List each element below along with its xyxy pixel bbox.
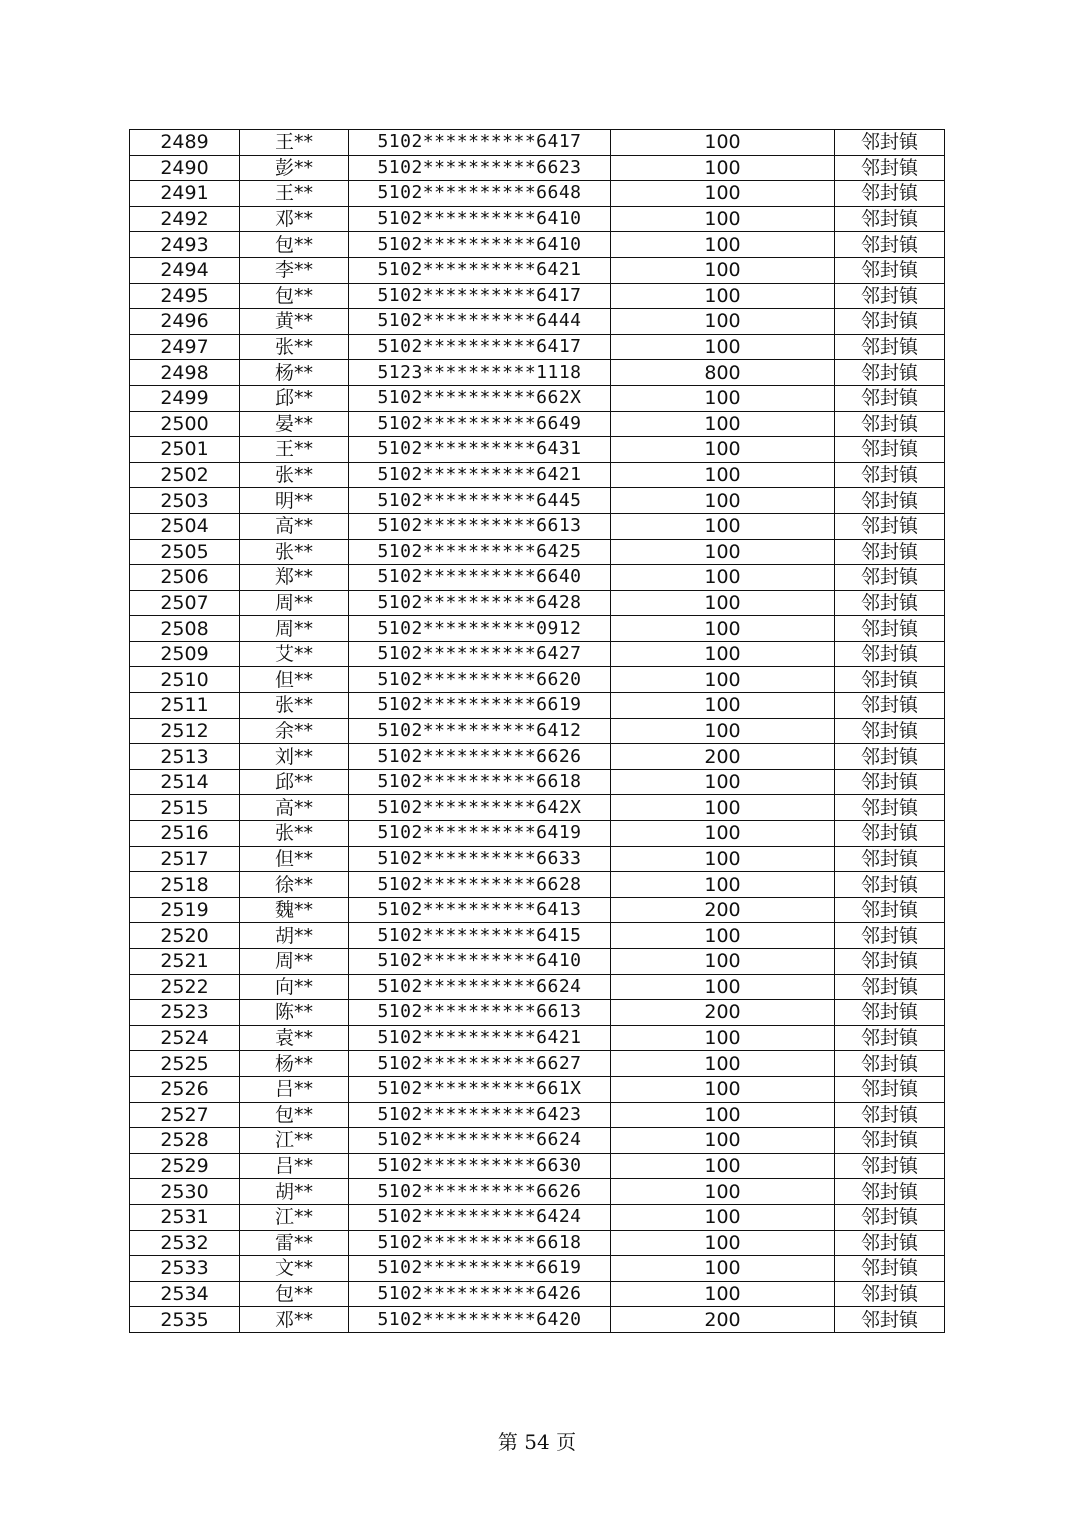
row-number-cell: 2500: [130, 411, 240, 437]
id-number-cell: 5102**********6626: [349, 744, 611, 770]
amount-cell: 100: [611, 1281, 835, 1307]
table-row: [130, 334, 945, 360]
amount-cell: 100: [611, 923, 835, 949]
amount-cell: 100: [611, 846, 835, 872]
row-number-cell: 2522: [130, 974, 240, 1000]
name-cell: 陈**: [240, 1000, 349, 1026]
row-number-cell: 2534: [130, 1281, 240, 1307]
table-row: [130, 1025, 945, 1051]
row-number-cell: 2491: [130, 181, 240, 207]
name-cell: 王**: [240, 437, 349, 463]
name-cell: 晏**: [240, 411, 349, 437]
name-cell: 刘**: [240, 744, 349, 770]
name-cell: 王**: [240, 130, 349, 156]
amount-cell: 100: [611, 130, 835, 156]
town-cell: 邻封镇: [835, 1307, 945, 1333]
id-number-cell: 5102**********6415: [349, 923, 611, 949]
name-cell: 魏**: [240, 897, 349, 923]
town-cell: 邻封镇: [835, 590, 945, 616]
town-cell: 邻封镇: [835, 949, 945, 975]
name-cell: 邓**: [240, 206, 349, 232]
row-number-cell: 2506: [130, 565, 240, 591]
id-number-cell: 5102**********6618: [349, 769, 611, 795]
id-number-cell: 5102**********6427: [349, 641, 611, 667]
amount-cell: 100: [611, 181, 835, 207]
table-row: [130, 155, 945, 181]
name-cell: 张**: [240, 334, 349, 360]
name-cell: 余**: [240, 718, 349, 744]
id-number-cell: 5102**********6413: [349, 897, 611, 923]
id-number-cell: 5102**********0912: [349, 616, 611, 642]
table-row: [130, 1102, 945, 1128]
amount-cell: 100: [611, 1076, 835, 1102]
name-cell: 但**: [240, 667, 349, 693]
table-row: [130, 309, 945, 335]
name-cell: 江**: [240, 1204, 349, 1230]
name-cell: 吕**: [240, 1076, 349, 1102]
row-number-cell: 2489: [130, 130, 240, 156]
id-number-cell: 5102**********6619: [349, 693, 611, 719]
town-cell: 邻封镇: [835, 181, 945, 207]
id-number-cell: 5102**********6445: [349, 488, 611, 514]
town-cell: 邻封镇: [835, 1102, 945, 1128]
id-number-cell: 5102**********6426: [349, 1281, 611, 1307]
table-row: [130, 1256, 945, 1282]
amount-cell: 100: [611, 334, 835, 360]
amount-cell: 100: [611, 513, 835, 539]
table-row: [130, 232, 945, 258]
row-number-cell: 2535: [130, 1307, 240, 1333]
row-number-cell: 2508: [130, 616, 240, 642]
table-row: [130, 1204, 945, 1230]
name-cell: 王**: [240, 181, 349, 207]
name-cell: 邱**: [240, 769, 349, 795]
name-cell: 雷**: [240, 1230, 349, 1256]
id-number-cell: 5102**********6624: [349, 974, 611, 1000]
town-cell: 邻封镇: [835, 283, 945, 309]
name-cell: 徐**: [240, 872, 349, 898]
name-cell: 文**: [240, 1256, 349, 1282]
row-number-cell: 2530: [130, 1179, 240, 1205]
town-cell: 邻封镇: [835, 360, 945, 386]
id-number-cell: 5102**********6417: [349, 283, 611, 309]
id-number-cell: 5102**********6633: [349, 846, 611, 872]
town-cell: 邻封镇: [835, 1281, 945, 1307]
town-cell: 邻封镇: [835, 846, 945, 872]
town-cell: 邻封镇: [835, 641, 945, 667]
town-cell: 邻封镇: [835, 437, 945, 463]
id-number-cell: 5102**********6648: [349, 181, 611, 207]
id-number-cell: 5102**********6410: [349, 949, 611, 975]
name-cell: 张**: [240, 693, 349, 719]
table-row: [130, 897, 945, 923]
id-number-cell: 5102**********6421: [349, 1025, 611, 1051]
amount-cell: 100: [611, 590, 835, 616]
amount-cell: 100: [611, 821, 835, 847]
amount-cell: 800: [611, 360, 835, 386]
row-number-cell: 2492: [130, 206, 240, 232]
page-number: 第 54 页: [497, 1430, 577, 1454]
amount-cell: 100: [611, 206, 835, 232]
row-number-cell: 2524: [130, 1025, 240, 1051]
row-number-cell: 2528: [130, 1128, 240, 1154]
row-number-cell: 2516: [130, 821, 240, 847]
name-cell: 吕**: [240, 1153, 349, 1179]
row-number-cell: 2490: [130, 155, 240, 181]
town-cell: 邻封镇: [835, 1230, 945, 1256]
table-row: [130, 1281, 945, 1307]
id-number-cell: 5102**********6640: [349, 565, 611, 591]
row-number-cell: 2525: [130, 1051, 240, 1077]
id-number-cell: 5102**********6424: [349, 1204, 611, 1230]
table-row: [130, 744, 945, 770]
row-number-cell: 2514: [130, 769, 240, 795]
town-cell: 邻封镇: [835, 1204, 945, 1230]
table-row: [130, 1179, 945, 1205]
amount-cell: 100: [611, 1179, 835, 1205]
row-number-cell: 2510: [130, 667, 240, 693]
amount-cell: 100: [611, 1153, 835, 1179]
row-number-cell: 2523: [130, 1000, 240, 1026]
row-number-cell: 2527: [130, 1102, 240, 1128]
id-number-cell: 5102**********6421: [349, 257, 611, 283]
town-cell: 邻封镇: [835, 744, 945, 770]
town-cell: 邻封镇: [835, 1153, 945, 1179]
name-cell: 包**: [240, 1281, 349, 1307]
table-row: [130, 513, 945, 539]
amount-cell: 100: [611, 565, 835, 591]
id-number-cell: 5102**********6613: [349, 1000, 611, 1026]
id-number-cell: 5102**********6410: [349, 206, 611, 232]
row-number-cell: 2498: [130, 360, 240, 386]
name-cell: 周**: [240, 616, 349, 642]
table-row: [130, 1128, 945, 1154]
name-cell: 彭**: [240, 155, 349, 181]
amount-cell: 200: [611, 897, 835, 923]
id-number-cell: 5102**********6431: [349, 437, 611, 463]
name-cell: 袁**: [240, 1025, 349, 1051]
id-number-cell: 5102**********6628: [349, 872, 611, 898]
row-number-cell: 2518: [130, 872, 240, 898]
id-number-cell: 5102**********6624: [349, 1128, 611, 1154]
table-row: [130, 283, 945, 309]
town-cell: 邻封镇: [835, 1128, 945, 1154]
id-number-cell: 5102**********6626: [349, 1179, 611, 1205]
table-row: [130, 360, 945, 386]
table-row: [130, 949, 945, 975]
table-row: [130, 846, 945, 872]
id-number-cell: 5102**********6425: [349, 539, 611, 565]
town-cell: 邻封镇: [835, 1179, 945, 1205]
table-row: [130, 385, 945, 411]
amount-cell: 100: [611, 1102, 835, 1128]
id-number-cell: 5102**********6620: [349, 667, 611, 693]
amount-cell: 100: [611, 667, 835, 693]
table-row: [130, 1153, 945, 1179]
table-row: [130, 411, 945, 437]
row-number-cell: 2517: [130, 846, 240, 872]
town-cell: 邻封镇: [835, 155, 945, 181]
table-row: [130, 488, 945, 514]
town-cell: 邻封镇: [835, 130, 945, 156]
amount-cell: 100: [611, 616, 835, 642]
name-cell: 明**: [240, 488, 349, 514]
row-number-cell: 2509: [130, 641, 240, 667]
id-number-cell: 5102**********6444: [349, 309, 611, 335]
amount-cell: 100: [611, 1025, 835, 1051]
name-cell: 张**: [240, 462, 349, 488]
town-cell: 邻封镇: [835, 513, 945, 539]
town-cell: 邻封镇: [835, 667, 945, 693]
table-row: [130, 667, 945, 693]
name-cell: 邱**: [240, 385, 349, 411]
row-number-cell: 2495: [130, 283, 240, 309]
table-row: [130, 641, 945, 667]
table-row: [130, 565, 945, 591]
name-cell: 向**: [240, 974, 349, 1000]
id-number-cell: 5123**********1118: [349, 360, 611, 386]
table-row: [130, 1307, 945, 1333]
table-row: [130, 437, 945, 463]
table-row: [130, 616, 945, 642]
name-cell: 黄**: [240, 309, 349, 335]
recipient-table: [129, 129, 945, 1333]
amount-cell: 100: [611, 309, 835, 335]
town-cell: 邻封镇: [835, 488, 945, 514]
row-number-cell: 2505: [130, 539, 240, 565]
amount-cell: 100: [611, 1051, 835, 1077]
town-cell: 邻封镇: [835, 1025, 945, 1051]
town-cell: 邻封镇: [835, 1000, 945, 1026]
row-number-cell: 2526: [130, 1076, 240, 1102]
town-cell: 邻封镇: [835, 974, 945, 1000]
amount-cell: 100: [611, 539, 835, 565]
row-number-cell: 2502: [130, 462, 240, 488]
table-row: [130, 462, 945, 488]
name-cell: 包**: [240, 283, 349, 309]
id-number-cell: 5102**********6412: [349, 718, 611, 744]
row-number-cell: 2529: [130, 1153, 240, 1179]
name-cell: 高**: [240, 795, 349, 821]
id-number-cell: 5102**********6619: [349, 1256, 611, 1282]
row-number-cell: 2496: [130, 309, 240, 335]
name-cell: 郑**: [240, 565, 349, 591]
table-row: [130, 181, 945, 207]
table-row: [130, 923, 945, 949]
town-cell: 邻封镇: [835, 872, 945, 898]
table-row: [130, 130, 945, 156]
row-number-cell: 2494: [130, 257, 240, 283]
town-cell: 邻封镇: [835, 1051, 945, 1077]
amount-cell: 100: [611, 1230, 835, 1256]
id-number-cell: 5102**********6623: [349, 155, 611, 181]
town-cell: 邻封镇: [835, 462, 945, 488]
id-number-cell: 5102**********6613: [349, 513, 611, 539]
table-row: [130, 257, 945, 283]
amount-cell: 100: [611, 769, 835, 795]
row-number-cell: 2499: [130, 385, 240, 411]
town-cell: 邻封镇: [835, 565, 945, 591]
amount-cell: 200: [611, 744, 835, 770]
name-cell: 胡**: [240, 1179, 349, 1205]
name-cell: 张**: [240, 821, 349, 847]
name-cell: 周**: [240, 949, 349, 975]
id-number-cell: 5102**********6419: [349, 821, 611, 847]
table-row: [130, 821, 945, 847]
amount-cell: 200: [611, 1307, 835, 1333]
town-cell: 邻封镇: [835, 334, 945, 360]
amount-cell: 100: [611, 411, 835, 437]
row-number-cell: 2503: [130, 488, 240, 514]
town-cell: 邻封镇: [835, 1256, 945, 1282]
id-number-cell: 5102**********6428: [349, 590, 611, 616]
name-cell: 张**: [240, 539, 349, 565]
row-number-cell: 2519: [130, 897, 240, 923]
amount-cell: 100: [611, 232, 835, 258]
town-cell: 邻封镇: [835, 769, 945, 795]
amount-cell: 100: [611, 949, 835, 975]
town-cell: 邻封镇: [835, 1076, 945, 1102]
table-row: [130, 1000, 945, 1026]
table-row: [130, 769, 945, 795]
amount-cell: 100: [611, 385, 835, 411]
amount-cell: 100: [611, 1256, 835, 1282]
amount-cell: 100: [611, 283, 835, 309]
recipient-table-body: [130, 130, 945, 1333]
town-cell: 邻封镇: [835, 309, 945, 335]
town-cell: 邻封镇: [835, 411, 945, 437]
amount-cell: 100: [611, 257, 835, 283]
town-cell: 邻封镇: [835, 897, 945, 923]
town-cell: 邻封镇: [835, 693, 945, 719]
row-number-cell: 2507: [130, 590, 240, 616]
id-number-cell: 5102**********6417: [349, 334, 611, 360]
row-number-cell: 2511: [130, 693, 240, 719]
name-cell: 江**: [240, 1128, 349, 1154]
id-number-cell: 5102**********6649: [349, 411, 611, 437]
row-number-cell: 2493: [130, 232, 240, 258]
town-cell: 邻封镇: [835, 616, 945, 642]
id-number-cell: 5102**********6420: [349, 1307, 611, 1333]
name-cell: 但**: [240, 846, 349, 872]
table-row: [130, 1076, 945, 1102]
town-cell: 邻封镇: [835, 923, 945, 949]
table-row: [130, 718, 945, 744]
name-cell: 杨**: [240, 1051, 349, 1077]
table-row: [130, 872, 945, 898]
id-number-cell: 5102**********661X: [349, 1076, 611, 1102]
amount-cell: 100: [611, 795, 835, 821]
id-number-cell: 5102**********642X: [349, 795, 611, 821]
town-cell: 邻封镇: [835, 795, 945, 821]
amount-cell: 100: [611, 155, 835, 181]
table-row: [130, 539, 945, 565]
row-number-cell: 2512: [130, 718, 240, 744]
id-number-cell: 5102**********6410: [349, 232, 611, 258]
amount-cell: 100: [611, 974, 835, 1000]
row-number-cell: 2504: [130, 513, 240, 539]
amount-cell: 100: [611, 641, 835, 667]
amount-cell: 100: [611, 718, 835, 744]
id-number-cell: 5102**********6630: [349, 1153, 611, 1179]
row-number-cell: 2501: [130, 437, 240, 463]
town-cell: 邻封镇: [835, 257, 945, 283]
id-number-cell: 5102**********6627: [349, 1051, 611, 1077]
name-cell: 高**: [240, 513, 349, 539]
amount-cell: 200: [611, 1000, 835, 1026]
town-cell: 邻封镇: [835, 206, 945, 232]
table-row: [130, 795, 945, 821]
table-row: [130, 590, 945, 616]
amount-cell: 100: [611, 462, 835, 488]
amount-cell: 100: [611, 488, 835, 514]
table-row: [130, 206, 945, 232]
row-number-cell: 2520: [130, 923, 240, 949]
row-number-cell: 2531: [130, 1204, 240, 1230]
name-cell: 包**: [240, 232, 349, 258]
name-cell: 周**: [240, 590, 349, 616]
row-number-cell: 2533: [130, 1256, 240, 1282]
town-cell: 邻封镇: [835, 821, 945, 847]
row-number-cell: 2532: [130, 1230, 240, 1256]
id-number-cell: 5102**********662X: [349, 385, 611, 411]
name-cell: 包**: [240, 1102, 349, 1128]
table-row: [130, 693, 945, 719]
amount-cell: 100: [611, 872, 835, 898]
id-number-cell: 5102**********6423: [349, 1102, 611, 1128]
id-number-cell: 5102**********6417: [349, 130, 611, 156]
table-row: [130, 974, 945, 1000]
town-cell: 邻封镇: [835, 718, 945, 744]
id-number-cell: 5102**********6618: [349, 1230, 611, 1256]
town-cell: 邻封镇: [835, 232, 945, 258]
name-cell: 杨**: [240, 360, 349, 386]
id-number-cell: 5102**********6421: [349, 462, 611, 488]
table-row: [130, 1230, 945, 1256]
row-number-cell: 2521: [130, 949, 240, 975]
name-cell: 邓**: [240, 1307, 349, 1333]
amount-cell: 100: [611, 437, 835, 463]
row-number-cell: 2513: [130, 744, 240, 770]
name-cell: 李**: [240, 257, 349, 283]
row-number-cell: 2497: [130, 334, 240, 360]
row-number-cell: 2515: [130, 795, 240, 821]
name-cell: 艾**: [240, 641, 349, 667]
town-cell: 邻封镇: [835, 385, 945, 411]
town-cell: 邻封镇: [835, 539, 945, 565]
amount-cell: 100: [611, 1128, 835, 1154]
amount-cell: 100: [611, 693, 835, 719]
name-cell: 胡**: [240, 923, 349, 949]
amount-cell: 100: [611, 1204, 835, 1230]
table-row: [130, 1051, 945, 1077]
